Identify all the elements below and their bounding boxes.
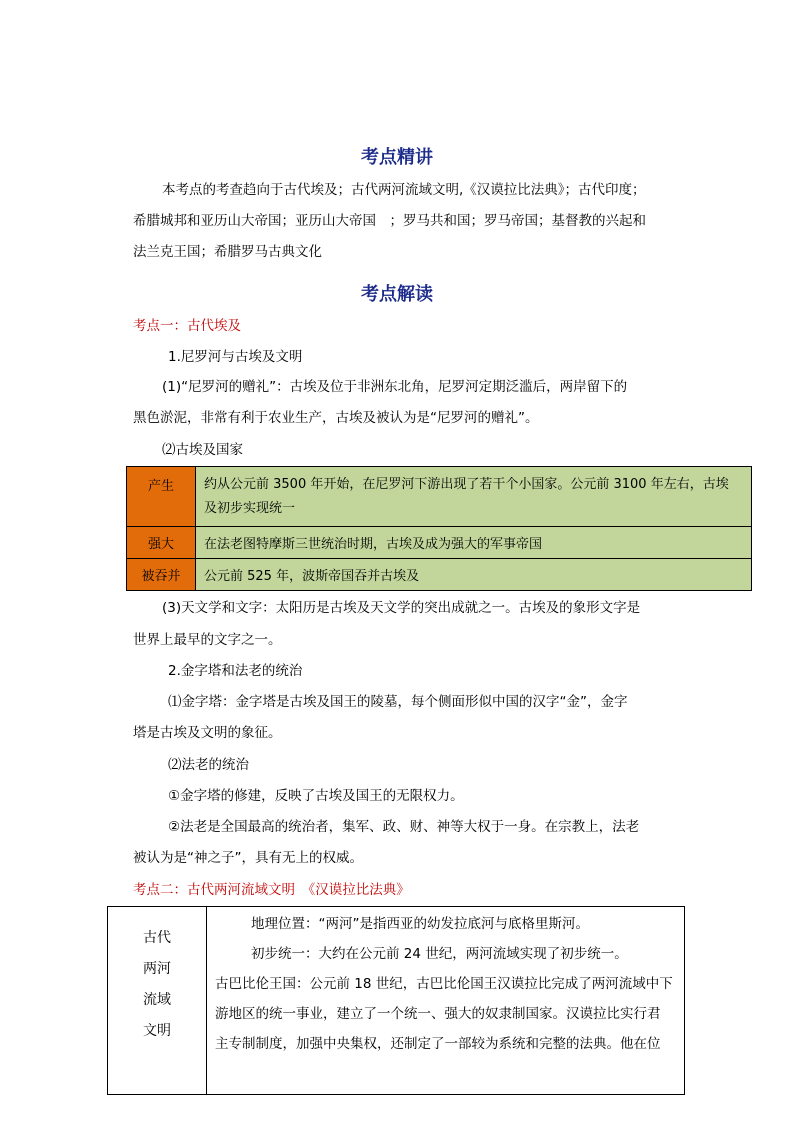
table-side-cell [108,907,207,1095]
intro-line-3: 法兰克王国；希腊罗马古典文化 [133,244,322,260]
paragraph-astronomy-1: (3)天文学和文字：太阳历是古埃及天文学的突出成就之一。古埃及的象形文字是 [162,600,641,616]
key-point-1-heading: 考点一：古代埃及 [133,318,241,334]
table-body-cell: 公元前 525 年，波斯帝国吞并古埃及 [196,559,752,591]
table-body-cell: 在法老图特摩斯三世统治时期，古埃及成为强大的军事帝国 [196,527,752,559]
table-row [127,559,752,591]
table-head-cell: 产生 [127,467,196,527]
table-main-line: 古巴比伦王国：公元前 18 世纪，古巴比伦国王汉谟拉比完成了两河流域中下 [215,976,673,992]
intro-line-1: 本考点的考查趋向于古代埃及；古代两河流域文明,《汉谟拉比法典》；古代印度； [162,182,646,198]
paragraph-pyramid-1: ⑴金字塔：金字塔是古埃及国王的陵墓，每个侧面形似中国的汉字“金”，金字 [168,694,628,710]
side-line: 文明 [143,1023,171,1039]
paragraph-pharaoh-2a: ②法老是全国最高的统治者，集军、政、财、神等大权于一身。在宗教上，法老 [168,819,640,835]
paragraph-nile-heading: 1.尼罗河与古埃及文明 [168,349,303,365]
key-point-2-heading: 考点二：古代两河流域文明 《汉谟拉比法典》 [133,882,410,898]
egypt-state-table [126,466,752,591]
paragraph-pharaoh-2b: 被认为是“神之子”，具有无上的权威。 [133,850,363,866]
table-main-line: 地理位置：“两河”是指西亚的幼发拉底河与底格里斯河。 [251,916,589,932]
paragraph-pyramid-2: 塔是古埃及文明的象征。 [133,725,282,741]
side-line: 两河 [143,961,171,977]
mesopotamia-table [107,906,685,1095]
side-line: 古代 [143,930,171,946]
table-main-line: 初步统一：大约在公元前 24 世纪，两河流域实现了初步统一。 [251,946,628,962]
paragraph-pyramid-heading: 2.金字塔和法老的统治 [168,663,303,679]
table-main-line: 主专制制度，加强中央集权，还制定了一部较为系统和完整的法典。他在位 [215,1036,661,1052]
table-head-cell: 强大 [127,527,196,559]
table-body-line: 及初步实现统一 [204,501,296,516]
paragraph-astronomy-2: 世界上最早的文字之一。 [133,632,282,648]
side-line: 流域 [143,992,171,1008]
section-title-key-points: 考点精讲 [361,147,433,168]
table-main-cell [207,907,685,1095]
table-body-line: 约从公元前 3500 年开始，在尼罗河下游出现了若干个小国家。公元前 3100 年左右，古埃 [204,477,729,492]
table-body-cell [196,467,752,527]
paragraph-nile-gift-2: 黑色淤泥，非常有利于农业生产，古埃及被认为是“尼罗河的赠礼”。 [133,410,539,426]
table-main-line: 游地区的统一事业，建立了一个统一、强大的奴隶制国家。汉谟拉比实行君 [215,1006,661,1022]
paragraph-nile-gift-1: (1)“尼罗河的赠礼”：古埃及位于非洲东北角，尼罗河定期泛滥后，两岸留下的 [162,379,628,395]
table-head-cell: 被吞并 [127,559,196,591]
intro-line-2: 希腊城邦和亚历山大帝国；亚历山大帝国 ；罗马共和国；罗马帝国；基督教的兴起和 [133,213,646,229]
paragraph-pharaoh-1: ①金字塔的修建，反映了古埃及国王的无限权力。 [168,788,464,804]
section-title-interpretation: 考点解读 [361,284,433,305]
paragraph-egypt-state: ⑵古埃及国家 [162,442,243,458]
table-row [127,467,752,527]
paragraph-pharaoh-heading: ⑵法老的统治 [168,757,249,773]
table-row [108,907,685,1095]
table-row [127,527,752,559]
